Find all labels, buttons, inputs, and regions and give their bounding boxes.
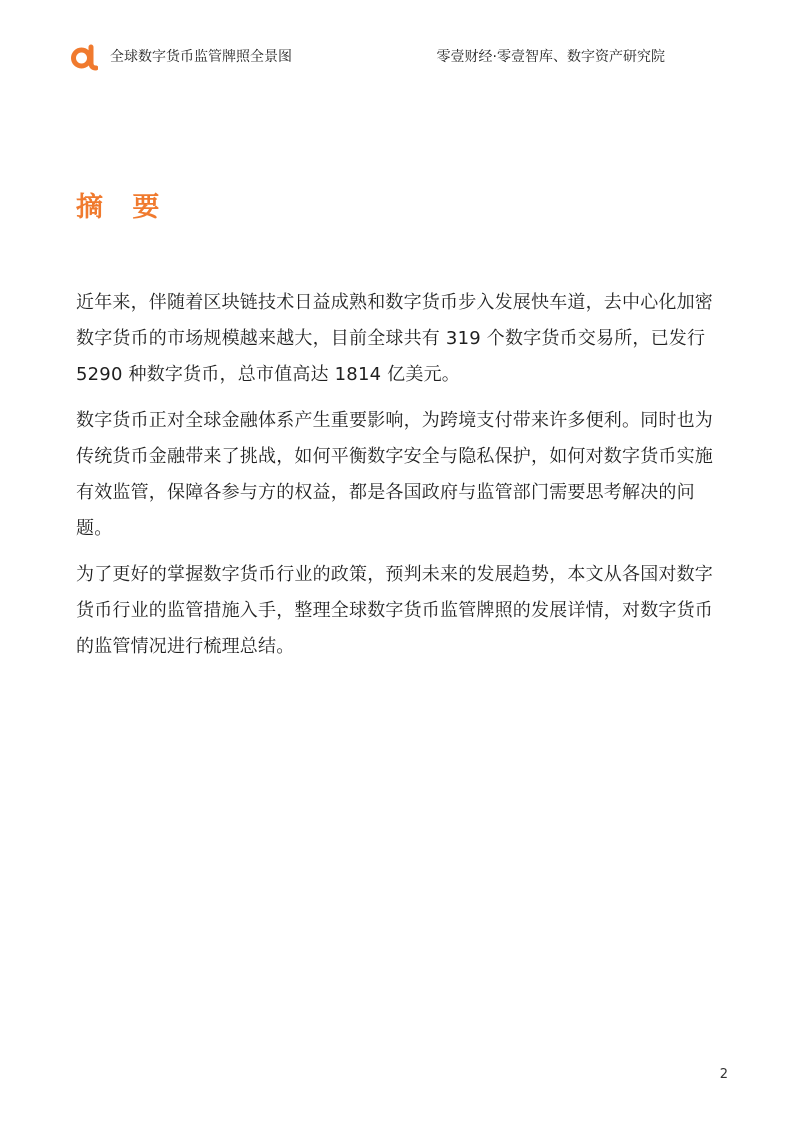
section-heading: 摘 要: [76, 192, 170, 223]
paragraph-3: 为了更好的掌握数字货币行业的政策，预判未来的发展趋势，本文从各国对数字货币行业的监管措施入手，整理全球数字货币监管牌照的发展详情，对数字货币的监管情况进行梳理总结。: [76, 564, 713, 657]
body-content: [76, 285, 716, 675]
document-source: 零壹财经·零壹智库、数字资产研究院: [436, 49, 665, 65]
document-title: 全球数字货币监管牌照全景图: [110, 49, 292, 65]
page-header: [0, 0, 793, 80]
alpha-logo-icon: [70, 43, 98, 71]
paragraph-1: 近年来，伴随着区块链技术日益成熟和数字货币步入发展快车道，去中心化加密数字货币的市场规模越来越大，目前全球共有 319 个数字货币交易所，已发行 5290 种数字货币，总市值高达 1814 亿美元。: [76, 292, 713, 385]
paragraph-2: 数字货币正对全球金融体系产生重要影响，为跨境支付带来许多便利。同时也为传统货币金融带来了挑战，如何平衡数字安全与隐私保护，如何对数字货币实施有效监管，保障各参与方的权益，都是各国政府与监管部门需要思考解决的问题。: [76, 410, 713, 539]
page-number: 2: [719, 1067, 728, 1082]
